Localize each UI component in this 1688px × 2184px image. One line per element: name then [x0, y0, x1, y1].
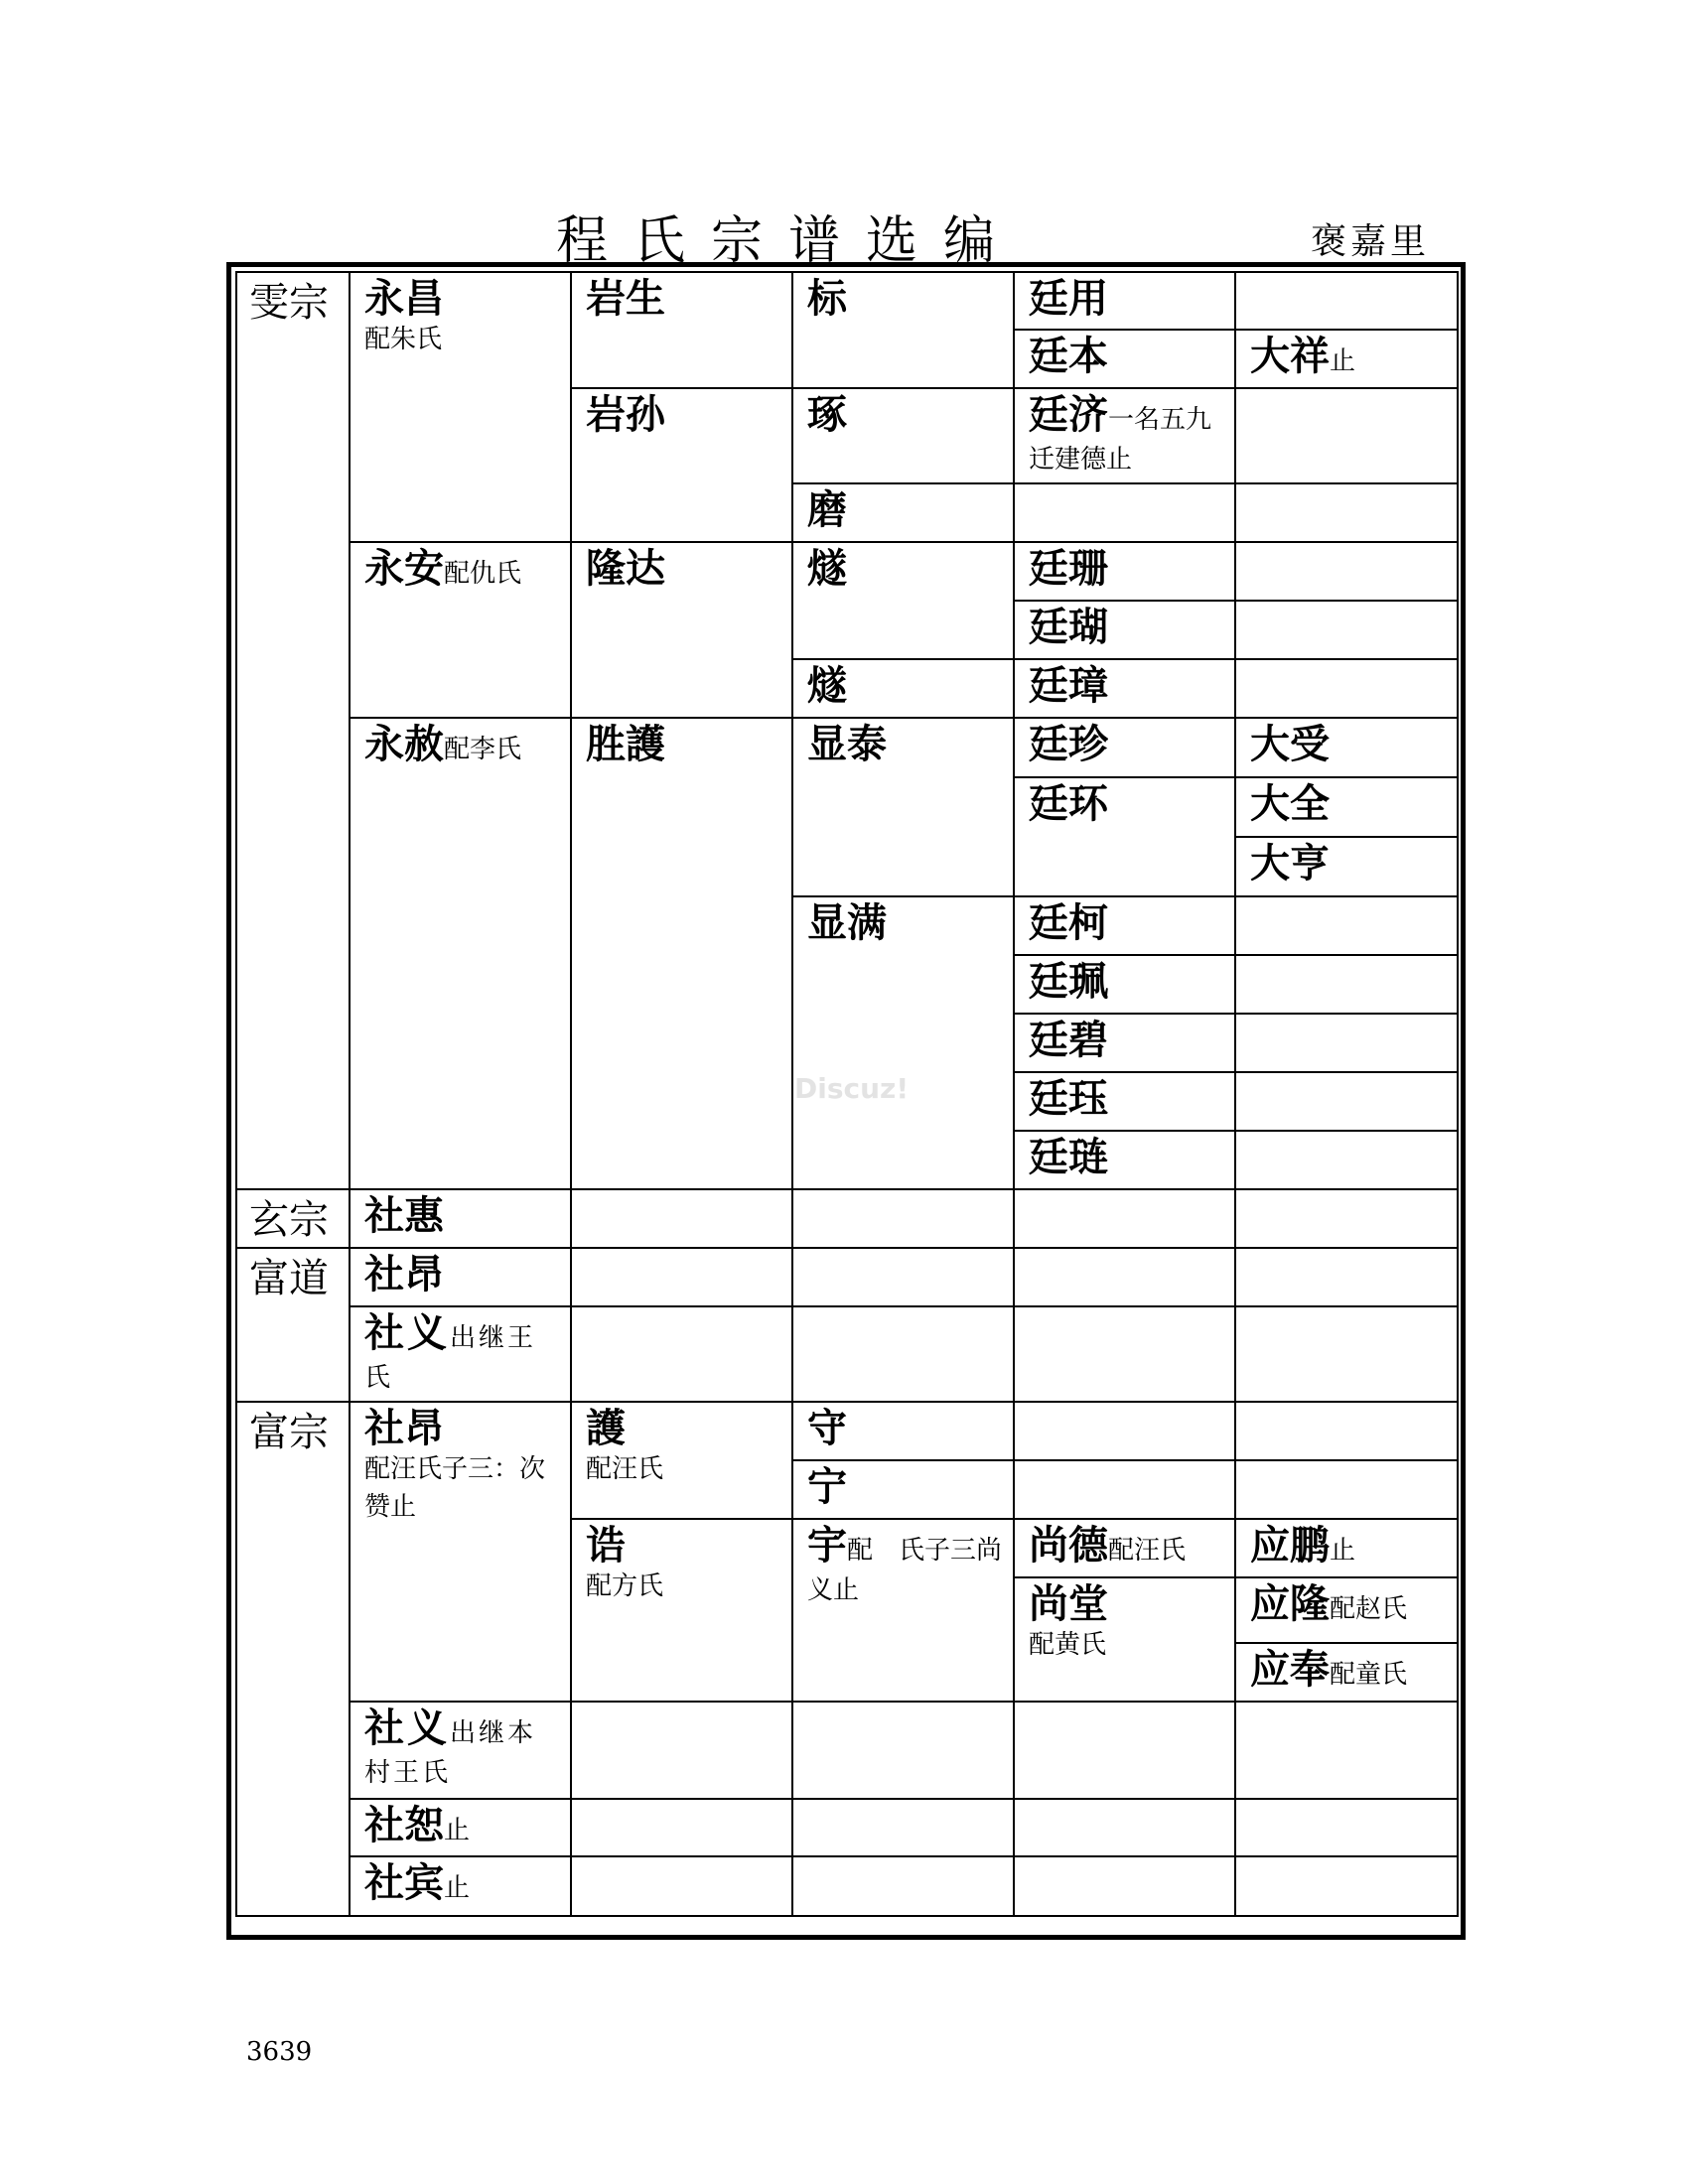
- person-name: 廷珍: [1029, 721, 1108, 767]
- gen-cell: [1014, 1799, 1235, 1856]
- gen-cell: [1014, 1306, 1235, 1402]
- person-note: 出继本村王氏: [364, 1718, 537, 1788]
- person-note: 配汪氏: [586, 1454, 664, 1484]
- person-name: 隆达: [586, 545, 665, 592]
- gen-cell: [571, 1519, 792, 1702]
- gen-cell: [571, 388, 792, 542]
- person-name: 岩孙: [586, 391, 665, 438]
- branch-cell: [236, 272, 350, 1189]
- gen-cell: [350, 542, 571, 718]
- gen-cell: [1014, 1014, 1235, 1072]
- person-note: 配汪氏子三：次赞止: [364, 1454, 546, 1522]
- gen-cell: [792, 272, 1014, 388]
- gen-cell: [1014, 601, 1235, 659]
- person-name: 宁: [807, 1463, 847, 1510]
- gen-cell: [792, 1460, 1014, 1519]
- gen-cell: [1014, 1189, 1235, 1248]
- gen-cell: [1014, 718, 1235, 777]
- gen-cell: [1235, 1702, 1458, 1799]
- branch-label: 雯宗: [249, 280, 329, 326]
- person-note: 止: [444, 1873, 471, 1903]
- gen-cell: [1235, 1402, 1458, 1460]
- gen-cell: [1235, 1856, 1458, 1916]
- person-note: 止: [1330, 346, 1356, 376]
- gen-cell: [1235, 542, 1458, 601]
- gen-cell: [792, 1248, 1014, 1306]
- branch-label: 富道: [249, 1256, 329, 1301]
- gen-cell: [1235, 1460, 1458, 1519]
- gen-cell: [792, 896, 1014, 1189]
- person-note: 止: [444, 1816, 471, 1845]
- gen-cell: [1235, 1577, 1458, 1643]
- branch-cell: [236, 1189, 350, 1248]
- person-name: 应隆: [1250, 1580, 1330, 1627]
- person-name: 应鹏: [1250, 1522, 1330, 1569]
- person-note: 配黄氏: [1029, 1630, 1107, 1660]
- gen-cell: [1014, 1248, 1235, 1306]
- gen-cell: [1235, 483, 1458, 542]
- person-name: 廷珮: [1029, 958, 1108, 1005]
- person-name: 廷柯: [1029, 899, 1108, 946]
- person-name: 大祥: [1250, 333, 1330, 379]
- gen-cell: [350, 1856, 571, 1916]
- gen-cell: [571, 542, 792, 718]
- person-name: 社昂: [364, 1405, 444, 1451]
- person-name: 守: [807, 1405, 847, 1451]
- person-name: 琢: [807, 391, 847, 438]
- gen-cell: [1235, 330, 1458, 388]
- person-note: 配朱氏: [364, 325, 443, 354]
- gen-cell: [792, 1306, 1014, 1402]
- gen-cell: [1014, 1702, 1235, 1799]
- gen-cell: [792, 542, 1014, 659]
- person-name: 廷用: [1029, 275, 1108, 322]
- gen-cell: [571, 718, 792, 1189]
- page-number: 3639: [246, 2037, 313, 2067]
- person-name: 诰: [586, 1522, 626, 1569]
- gen-cell: [792, 1856, 1014, 1916]
- person-name: 燧: [807, 545, 847, 592]
- gen-cell: [792, 1189, 1014, 1248]
- gen-cell: [1235, 955, 1458, 1014]
- gen-cell: [350, 718, 571, 1189]
- person-name: 廷济: [1029, 391, 1108, 438]
- gen-cell: [1014, 1072, 1235, 1131]
- gen-cell: [1235, 1248, 1458, 1306]
- gen-cell: [1235, 837, 1458, 896]
- person-name: 标: [807, 275, 847, 322]
- person-note: 出继王氏: [364, 1323, 537, 1393]
- person-note: 配童氏: [1330, 1660, 1408, 1690]
- gen-cell: [1235, 1014, 1458, 1072]
- person-note: 配仇氏: [444, 559, 522, 589]
- watermark: Discuz!: [794, 1072, 910, 1105]
- gen-cell: [1014, 272, 1235, 330]
- gen-cell: [1014, 1131, 1235, 1189]
- person-name: 大受: [1250, 721, 1330, 767]
- person-name: 尚堂: [1029, 1580, 1108, 1627]
- gen-cell: [350, 1248, 571, 1306]
- gen-cell: [571, 1306, 792, 1402]
- person-name: 廷璋: [1029, 662, 1108, 709]
- gen-cell: [350, 1189, 571, 1248]
- person-name: 尚德: [1029, 1522, 1108, 1569]
- gen-cell: [571, 1189, 792, 1248]
- gen-cell: [1235, 1131, 1458, 1189]
- gen-cell: [1235, 1799, 1458, 1856]
- person-name: 廷瑚: [1029, 604, 1108, 650]
- person-name: 社宾: [364, 1859, 444, 1906]
- gen-cell: [792, 1402, 1014, 1460]
- page-title: 程氏宗谱选编: [556, 211, 1022, 271]
- person-name: 社昂: [364, 1251, 444, 1297]
- gen-cell: [1235, 718, 1458, 777]
- gen-cell: [1235, 1072, 1458, 1131]
- gen-cell: [792, 483, 1014, 542]
- gen-cell: [1235, 896, 1458, 955]
- gen-cell: [571, 1248, 792, 1306]
- gen-cell: [1014, 1519, 1235, 1577]
- person-name: 宇: [807, 1522, 847, 1569]
- person-name: 廷碧: [1029, 1017, 1108, 1063]
- gen-cell: [1235, 601, 1458, 659]
- gen-cell: [1014, 1460, 1235, 1519]
- person-name: 大亨: [1250, 840, 1330, 887]
- person-name: 廷环: [1029, 780, 1108, 827]
- gen-cell: [1014, 659, 1235, 718]
- gen-cell: [571, 1402, 792, 1519]
- gen-cell: [571, 1856, 792, 1916]
- person-name: 大全: [1250, 780, 1330, 827]
- person-name: 磨: [807, 486, 847, 533]
- branch-cell: [236, 1248, 350, 1402]
- place-name: 褒嘉里: [1311, 221, 1431, 262]
- person-name: 永昌: [364, 275, 444, 322]
- gen-cell: [1014, 542, 1235, 601]
- gen-cell: [1014, 955, 1235, 1014]
- gen-cell: [1014, 1402, 1235, 1460]
- gen-cell: [792, 1519, 1014, 1702]
- person-name: 胜護: [586, 721, 665, 767]
- gen-cell: [1235, 659, 1458, 718]
- person-name: 显满: [807, 899, 887, 946]
- gen-cell: [350, 1799, 571, 1856]
- gen-cell: [350, 1402, 571, 1702]
- person-name: 燧: [807, 662, 847, 709]
- gen-cell: [1235, 1643, 1458, 1702]
- gen-cell: [1235, 1306, 1458, 1402]
- person-name: 廷本: [1029, 333, 1108, 379]
- person-name: 廷珏: [1029, 1075, 1108, 1122]
- person-name: 永安: [364, 545, 444, 592]
- person-name: 廷琏: [1029, 1134, 1108, 1180]
- gen-cell: [1014, 388, 1235, 483]
- gen-cell: [571, 272, 792, 388]
- gen-cell: [1014, 1856, 1235, 1916]
- gen-cell: [571, 1702, 792, 1799]
- person-name: 永赦: [364, 721, 444, 767]
- gen-cell: [1014, 483, 1235, 542]
- gen-cell: [792, 1799, 1014, 1856]
- person-name: 護: [586, 1405, 626, 1451]
- person-name: 社义: [364, 1705, 450, 1751]
- gen-cell: [571, 1799, 792, 1856]
- branch-cell: [236, 1402, 350, 1916]
- person-note: 配李氏: [444, 735, 522, 764]
- person-name: 应奉: [1250, 1646, 1330, 1693]
- gen-cell: [1235, 388, 1458, 483]
- gen-cell: [1235, 1189, 1458, 1248]
- person-name: 廷珊: [1029, 545, 1108, 592]
- gen-cell: [1235, 1519, 1458, 1577]
- gen-cell: [792, 718, 1014, 896]
- gen-cell: [350, 1702, 571, 1799]
- gen-cell: [1014, 1577, 1235, 1702]
- gen-cell: [1235, 272, 1458, 330]
- person-note: 配赵氏: [1330, 1594, 1408, 1624]
- person-name: 社恕: [364, 1802, 444, 1848]
- person-name: 岩生: [586, 275, 665, 322]
- person-note: 一名五九迁建德止: [1029, 405, 1212, 475]
- gen-cell: [792, 659, 1014, 718]
- person-note: 配方氏: [586, 1571, 664, 1601]
- person-note: 止: [1330, 1536, 1356, 1566]
- gen-cell: [1014, 330, 1235, 388]
- branch-label: 玄宗: [249, 1197, 329, 1243]
- gen-cell: [792, 388, 1014, 483]
- gen-cell: [792, 1702, 1014, 1799]
- person-note: 配 氏子三尚义止: [807, 1536, 1003, 1605]
- gen-cell: [350, 1306, 571, 1402]
- person-name: 社义: [364, 1309, 450, 1356]
- gen-cell: [1014, 777, 1235, 896]
- gen-cell: [350, 272, 571, 542]
- branch-label: 富宗: [249, 1410, 329, 1455]
- gen-cell: [1014, 896, 1235, 955]
- person-name: 显泰: [807, 721, 887, 767]
- gen-cell: [1235, 777, 1458, 837]
- person-name: 社惠: [364, 1192, 444, 1239]
- person-note: 配汪氏: [1108, 1536, 1187, 1566]
